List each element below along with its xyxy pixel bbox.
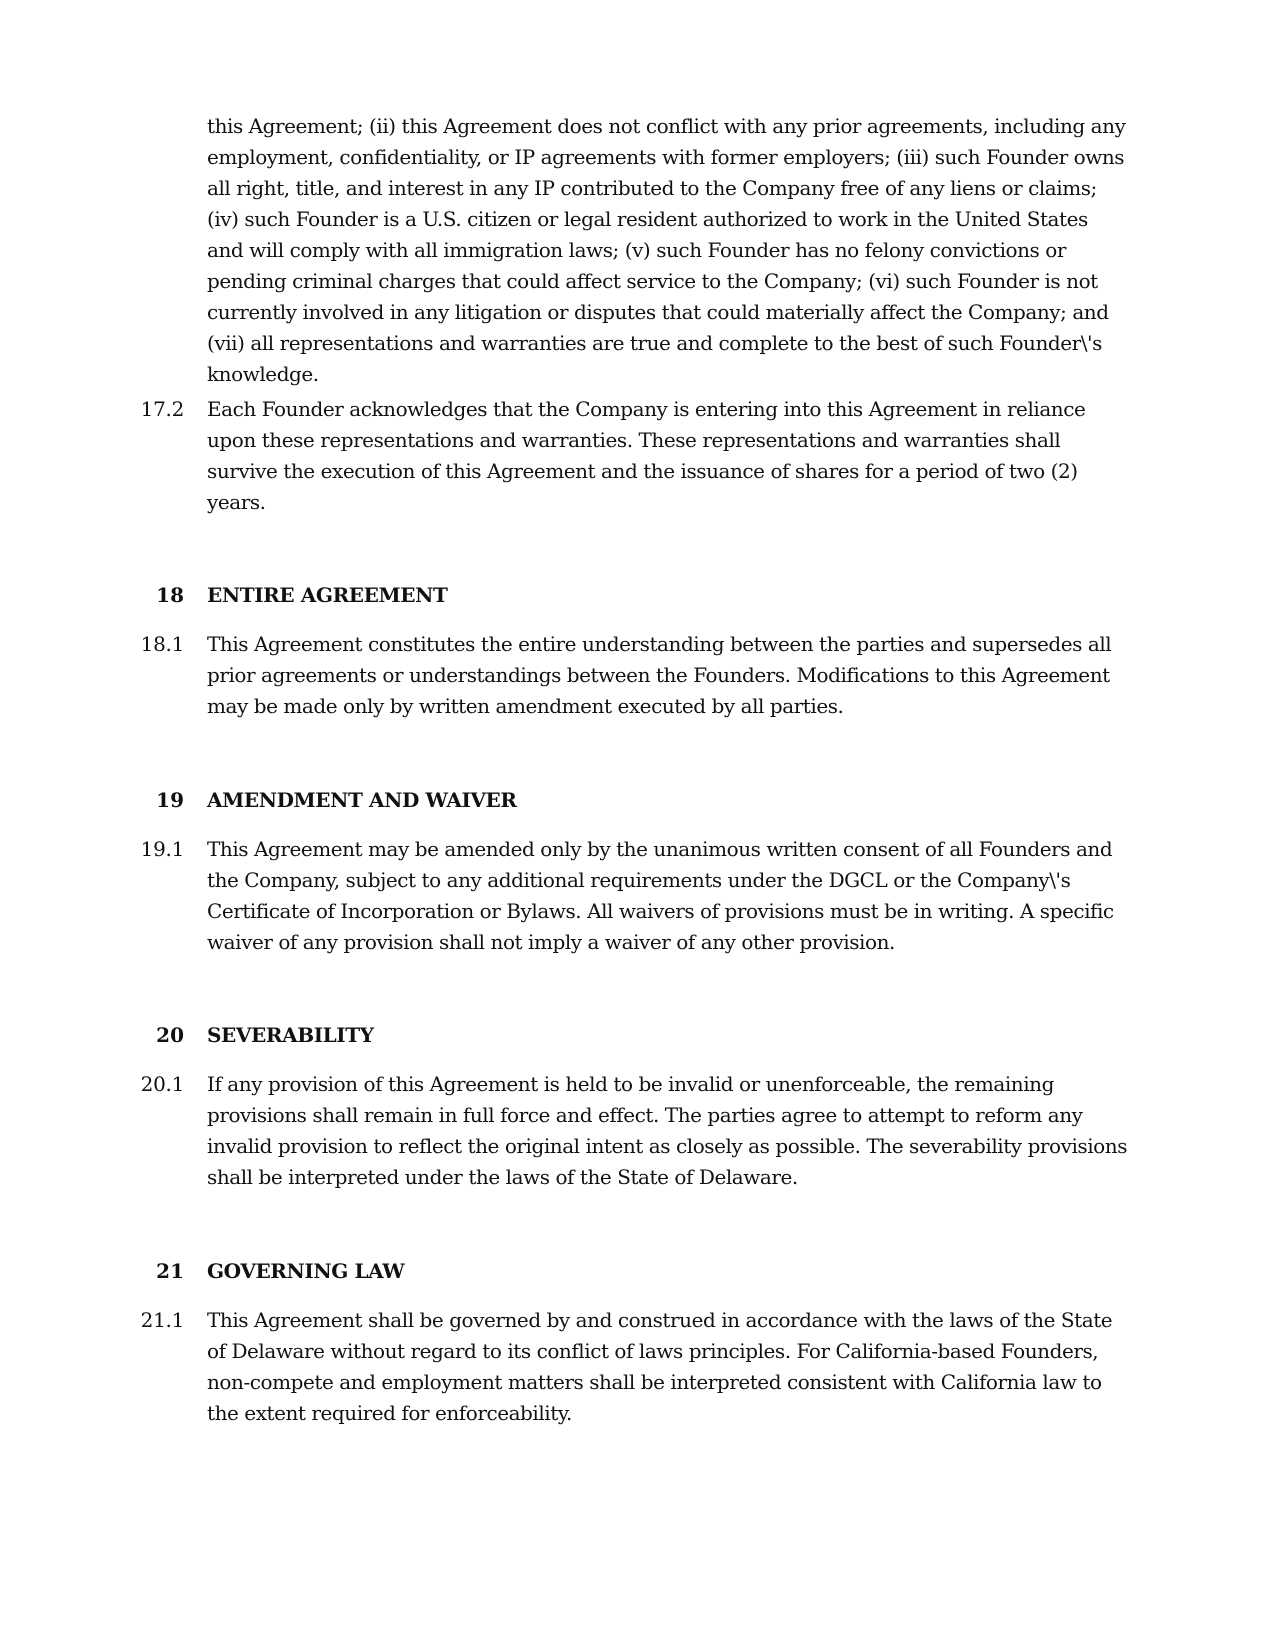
section-number: 20 [156,1023,184,1047]
section-heading: ENTIRE AGREEMENT [207,583,448,607]
clause-19-1-text: This Agreement may be amended only by the unanimous written consent of all Founders and the Company, subject to any additional requirements under the DGCL or the Company\'s Certificate of Incorporation or Bylaws. All waivers of provisions must be in writing. A specific waiver of any provision shall not imply a waiver of any other provision. [207,837,1114,954]
clause-20-1-text: If any provision of this Agreement is held to be invalid or unenforceable, the remaining provisions shall remain in full force and effect. The parties agree to attempt to reform any invalid provision to reflect the original intent as closely as possible. The severability provisions shall be interpreted under the laws of the State of Delaware. [207,1072,1128,1189]
section-heading: AMENDMENT AND WAIVER [207,788,517,812]
clause-17-2-text: Each Founder acknowledges that the Company is entering into this Agreement in reliance upon these representations and warranties. These representations and warranties shall survive the execution of this Agreement and the issuance of shares for a period of two (2) years. [207,397,1086,514]
clause-17-1-continuation: this Agreement; (ii) this Agreement does not conflict with any prior agreements, including any employment, confidentiality, or IP agreements with former employers; (iii) such Founder owns all right, title, and interest in any IP contributed to the Company free of any liens or claims; (iv) such Founder is a U.S. citizen or legal resident authorized to work in the United States and will comply with all immigration laws; (v) such Founder has no felony convictions or pending criminal charges that could affect service to the Company; (vi) such Founder is not currently involved in any litigation or disputes that could materially affect the Company; and (vii) all representations and warranties are true and complete to the best of such Founder\'s knowledge. [207,114,1126,386]
section-number: 21 [156,1259,184,1283]
section-number: 18 [156,583,184,607]
clause-number: 21.1 [140,1308,184,1332]
section-heading: GOVERNING LAW [207,1259,405,1283]
section-heading: SEVERABILITY [207,1023,374,1047]
clause-number: 19.1 [140,837,184,861]
clause-number: 18.1 [140,632,184,656]
clause-18-1-text: This Agreement constitutes the entire understanding between the parties and supersedes all prior agreements or understandings between the Founders. Modifications to this Agreement may be made only by written amendment executed by all parties. [207,632,1112,718]
clause-number: 17.2 [140,397,184,421]
clause-number: 20.1 [140,1072,184,1096]
section-number: 19 [156,788,184,812]
clause-21-1-text: This Agreement shall be governed by and construed in accordance with the laws of the State of Delaware without regard to its conflict of laws principles. For California-based Founders, non-compete and employment matters shall be interpreted consistent with California law to the extent required for enforceability. [207,1308,1113,1425]
